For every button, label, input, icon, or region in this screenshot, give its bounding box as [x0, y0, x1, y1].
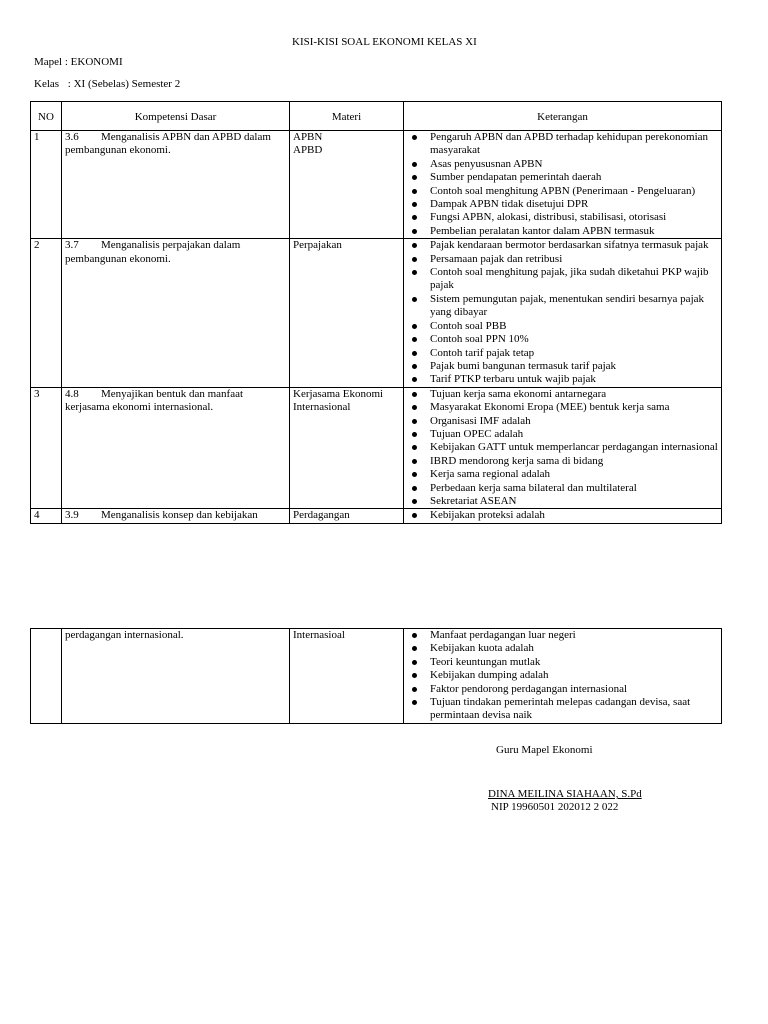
row-keterangan	[404, 131, 722, 239]
materi-line: APBN	[293, 131, 323, 143]
row-kompetensi-dasar	[62, 509, 290, 523]
row-kompetensi-dasar	[62, 131, 290, 239]
table-row	[31, 387, 722, 509]
row-kompetensi-dasar	[62, 239, 290, 387]
list-item: Kebijakan GATT untuk memperlancar perdagangan internasional	[407, 441, 718, 454]
row-no: 1	[31, 131, 62, 239]
list-item: Dampak APBN tidak disetujui DPR	[407, 198, 718, 211]
signature-role: Guru Mapel Ekonomi	[496, 744, 593, 756]
list-item: Fungsi APBN, alokasi, distribusi, stabilisasi, otorisasi	[407, 211, 718, 224]
kd-text-cont: perdagangan internasional.	[65, 629, 184, 641]
mapel-label: Mapel	[34, 56, 63, 68]
kelas-label: Kelas	[34, 78, 60, 90]
kisi-kisi-table	[30, 101, 722, 524]
header-no: NO	[31, 102, 62, 131]
list-item: Manfaat perdagangan luar negeri	[407, 629, 718, 642]
list-item: Kebijakan kuota adalah	[407, 642, 718, 655]
list-item: Tujuan tindakan pemerintah melepas cadangan devisa, saat permintaan devisa naik	[407, 696, 718, 723]
kd-text: Menyajikan bentuk dan manfaat	[101, 387, 244, 400]
row-no: 3	[31, 387, 62, 509]
kd-text-cont: pembangunan ekonomi.	[65, 144, 171, 157]
kd-text: Menganalisis perpajakan dalam	[101, 239, 241, 252]
row-keterangan	[404, 239, 722, 387]
list-item: Contoh soal PPN 10%	[407, 333, 718, 346]
materi-line: Internasional	[293, 401, 351, 414]
list-item: Faktor pendorong perdagangan internasional	[407, 683, 718, 696]
kd-number: 3.7	[65, 239, 79, 252]
kelas-line	[34, 78, 180, 91]
kd-number: 3.6	[65, 131, 79, 143]
row-materi	[290, 131, 404, 239]
list-item: Masyarakat Ekonomi Eropa (MEE) bentuk kerja sama	[407, 401, 718, 414]
signature-nip: NIP 19960501 202012 2 022	[491, 801, 619, 813]
row-no: 2	[31, 239, 62, 387]
row-kompetensi-dasar	[62, 629, 290, 724]
table-row	[31, 509, 722, 523]
row-no	[31, 629, 62, 724]
row-materi	[290, 239, 404, 387]
list-item: Pajak kendaraan bermotor berdasarkan sifatnya termasuk pajak	[407, 239, 718, 252]
kd-number: 4.8	[65, 387, 79, 400]
list-item: Persamaan pajak dan retribusi	[407, 253, 718, 266]
materi-line: Perpajakan	[293, 239, 342, 252]
materi-line: Kerjasama Ekonomi	[293, 387, 384, 400]
list-item: Sekretariat ASEAN	[407, 495, 718, 508]
list-item: Kebijakan proteksi adalah	[407, 509, 718, 522]
list-item: Contoh soal PBB	[407, 320, 718, 333]
keterangan-list	[407, 239, 718, 386]
kisi-kisi-table-continued	[30, 628, 722, 724]
list-item: Contoh soal menghitung pajak, jika sudah diketahui PKP wajib pajak	[407, 266, 718, 293]
row-keterangan	[404, 387, 722, 509]
materi-line: Perdagangan	[293, 509, 350, 522]
materi-line: Internasioal	[293, 629, 345, 641]
list-item: Pajak bumi bangunan termasuk tarif pajak	[407, 360, 718, 373]
list-item: Perbedaan kerja sama bilateral dan multilateral	[407, 482, 718, 495]
keterangan-list	[407, 509, 718, 522]
list-item: Pengaruh APBN dan APBD terhadap kehidupan perekonomian masyarakat	[407, 131, 718, 158]
row-materi	[290, 387, 404, 509]
keterangan-list	[407, 131, 718, 238]
row-keterangan	[404, 509, 722, 523]
list-item: Tarif PTKP terbaru untuk wajib pajak	[407, 373, 718, 386]
list-item: Kebijakan dumping adalah	[407, 669, 718, 682]
row-kompetensi-dasar	[62, 387, 290, 509]
list-item: Asas penyususnan APBN	[407, 158, 718, 171]
row-materi	[290, 509, 404, 523]
row-keterangan	[404, 629, 722, 724]
kd-text: Menganalisis APBN dan APBD dalam	[101, 131, 271, 143]
list-item: Sumber pendapatan pemerintah daerah	[407, 171, 718, 184]
list-item: Contoh soal menghitung APBN (Penerimaan - Pengeluaran)	[407, 185, 718, 198]
keterangan-list	[407, 388, 718, 509]
list-item: Teori keuntungan mutlak	[407, 656, 718, 669]
table-row	[31, 629, 722, 724]
list-item: Tujuan OPEC adalah	[407, 428, 718, 441]
kelas-value: : XI (Sebelas) Semester 2	[67, 78, 181, 90]
document-title: KISI-KISI SOAL EKONOMI KELAS XI	[292, 36, 477, 48]
kd-text-cont: kerjasama ekonomi internasional.	[65, 401, 214, 414]
table-row	[31, 131, 722, 239]
list-item: Sistem pemungutan pajak, menentukan sendiri besarnya pajak yang dibayar	[407, 293, 718, 320]
kd-text-cont: pembangunan ekonomi.	[65, 252, 171, 265]
kd-text: Menganalisis konsep dan kebijakan	[101, 509, 258, 522]
signature-name: DINA MEILINA SIAHAAN, S.Pd	[488, 788, 642, 800]
list-item: IBRD mendorong kerja sama di bidang	[407, 455, 718, 468]
keterangan-list	[407, 629, 718, 723]
materi-line: APBD	[293, 144, 323, 157]
table-header-row	[31, 102, 722, 131]
header-keterangan: Keterangan	[404, 102, 722, 131]
list-item: Tujuan kerja sama ekonomi antarnegara	[407, 388, 718, 401]
kd-number: 3.9	[65, 509, 79, 522]
row-no: 4	[31, 509, 62, 523]
list-item: Kerja sama regional adalah	[407, 468, 718, 481]
header-kompetensi-dasar: Kompetensi Dasar	[62, 102, 290, 131]
list-item: Organisasi IMF adalah	[407, 415, 718, 428]
list-item: Pembelian peralatan kantor dalam APBN termasuk	[407, 225, 718, 238]
list-item: Contoh tarif pajak tetap	[407, 347, 718, 360]
mapel-line	[34, 56, 123, 69]
row-materi	[290, 629, 404, 724]
mapel-value: : EKONOMI	[64, 56, 123, 68]
header-materi: Materi	[290, 102, 404, 131]
table-row	[31, 239, 722, 387]
